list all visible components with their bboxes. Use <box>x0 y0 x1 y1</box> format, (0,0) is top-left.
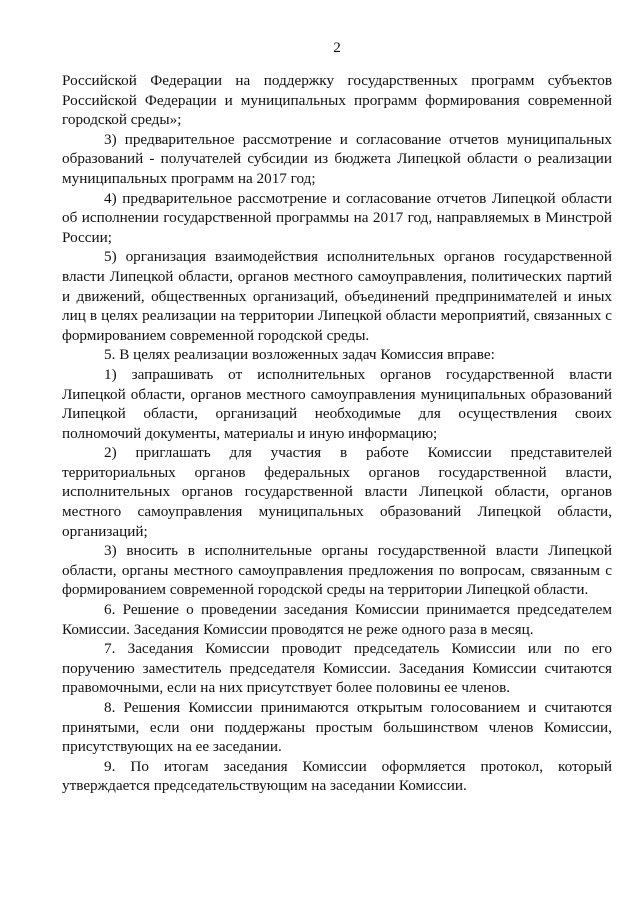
paragraph-item-4: 4) предварительное рассмотрение и согласование отчетов Липецкой области об исполнении государственной программы на 2017 год, направляемых в Минстрой России; <box>62 189 612 246</box>
document-body <box>62 71 612 796</box>
paragraph-item-5: 5) организация взаимодействия исполнительных органов государственной власти Липецкой области, органов местного самоуправления, политических партий и движений, общественных организаций, объединений предпринимателей и иных лиц в целях реализации на территории Липецкой области мероприятий, связанных с формированием современной городской среды. <box>62 248 612 344</box>
paragraph-section-6: 6. Решение о проведении заседания Комиссии принимается председателем Комиссии. Заседания Комиссии проводятся не реже одного раза в месяц. <box>62 601 612 638</box>
paragraph-section-9: 9. По итогам заседания Комиссии оформляется протокол, который утверждается председательствующим на заседании Комиссии. <box>62 757 612 795</box>
paragraph-item-3: 3) предварительное рассмотрение и согласование отчетов муниципальных образований - получателей субсидии из бюджета Липецкой области о реализации муниципальных программ на 2017 год; <box>62 130 612 187</box>
page-number: 2 <box>333 39 341 56</box>
paragraph-section-5: 5. В целях реализации возложенных задач Комиссия вправе: <box>104 346 495 364</box>
paragraph-section-7: 7. Заседания Комиссии проводит председатель Комиссии или по его поручению заместитель председателя Комиссии. Заседания Комиссии считаются правомочными, если на них присутствует более половины ее членов. <box>62 640 612 697</box>
paragraph-subitem-2: 2) приглашать для участия в работе Комиссии представителей территориальных органов федеральных органов государственной власти, исполнительных органов государственной власти Липецкой области, органов местного самоуправления муниципальных образований Липецкой области, организаций; <box>62 444 612 540</box>
paragraph-section-8: 8. Решения Комиссии принимаются открытым голосованием и считаются принятыми, если они поддержаны простым большинством членов Комиссии, присутствующих на ее заседании. <box>62 699 612 756</box>
paragraph-continuation: Российской Федерации на поддержку государственных программ субъектов Российской Федерации и муниципальных программ формирования современной городской среды»; <box>62 72 612 129</box>
paragraph-subitem-3: 3) вносить в исполнительные органы государственной власти Липецкой области, органы местного самоуправления предложения по вопросам, связанным с формированием современной городской среды на территории Липецкой области. <box>62 542 612 599</box>
paragraph-subitem-1: 1) запрашивать от исполнительных органов государственной власти Липецкой области, органов местного самоуправления муниципальных образований Липецкой области, организаций необходимые для осуществления своих полномочий документы, материалы и иную информацию; <box>62 365 612 442</box>
